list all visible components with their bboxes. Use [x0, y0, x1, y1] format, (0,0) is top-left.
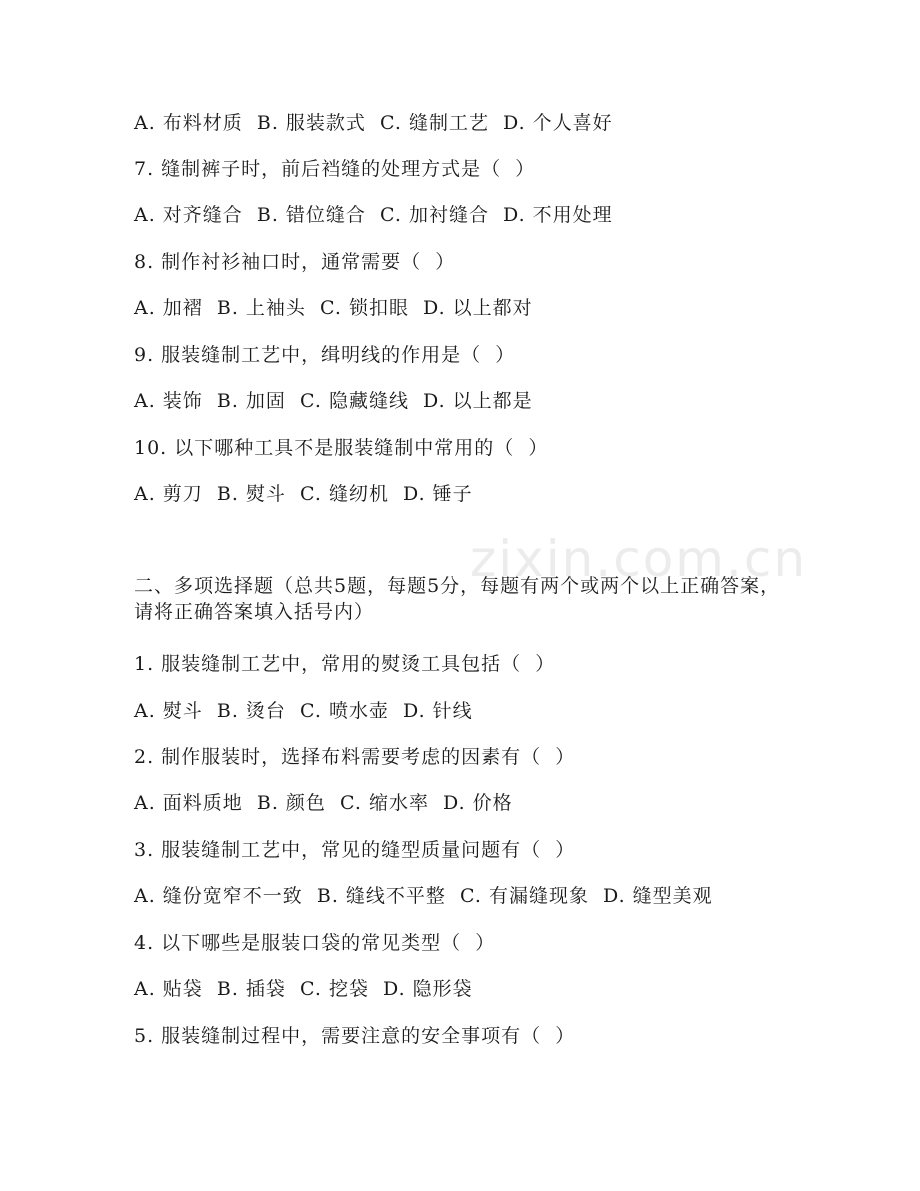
watermark: zixin.com.cn: [470, 530, 808, 588]
mc-options-1: A. 熨斗 B. 烫台 C. 喷水壶 D. 针线: [134, 700, 473, 722]
mc-options-3: A. 缝份宽窄不一致 B. 缝线不平整 C. 有漏缝现象 D. 缝型美观: [134, 885, 713, 907]
options-q9: A. 装饰 B. 加固 C. 隐藏缝线 D. 以上都是: [134, 390, 533, 412]
mc-options-2: A. 面料质地 B. 颜色 C. 缩水率 D. 价格: [134, 792, 513, 814]
options-q8: A. 加褶 B. 上袖头 C. 锁扣眼 D. 以上都对: [134, 297, 533, 319]
mc-question-1: 1. 服装缝制工艺中，常用的熨烫工具包括（ ）: [134, 653, 556, 675]
question-7: 7. 缝制裤子时，前后裆缝的处理方式是（ ）: [134, 158, 536, 180]
mc-question-2: 2. 制作服装时，选择布料需要考虑的因素有（ ）: [134, 746, 576, 768]
options-q6: A. 布料材质 B. 服装款式 C. 缝制工艺 D. 个人喜好: [134, 112, 613, 134]
question-10: 10. 以下哪种工具不是服装缝制中常用的（ ）: [134, 437, 549, 459]
question-8: 8. 制作衬衫袖口时，通常需要（ ）: [134, 251, 456, 273]
question-9: 9. 服装缝制工艺中，缉明线的作用是（ ）: [134, 344, 516, 366]
options-q7: A. 对齐缝合 B. 错位缝合 C. 加衬缝合 D. 不用处理: [134, 204, 613, 226]
options-q10: A. 剪刀 B. 熨斗 C. 缝纫机 D. 锤子: [134, 483, 473, 505]
mc-question-5: 5. 服装缝制过程中，需要注意的安全事项有（ ）: [134, 1025, 576, 1047]
mc-options-4: A. 贴袋 B. 插袋 C. 挖袋 D. 隐形袋: [134, 978, 473, 1000]
section-heading-multiple-choice: 二、多项选择题（总共5题，每题5分，每题有两个或两个以上正确答案，请将正确答案填入括号内）: [134, 575, 781, 623]
mc-question-4: 4. 以下哪些是服装口袋的常见类型（ ）: [134, 932, 496, 954]
mc-question-3: 3. 服装缝制工艺中，常见的缝型质量问题有（ ）: [134, 839, 576, 861]
